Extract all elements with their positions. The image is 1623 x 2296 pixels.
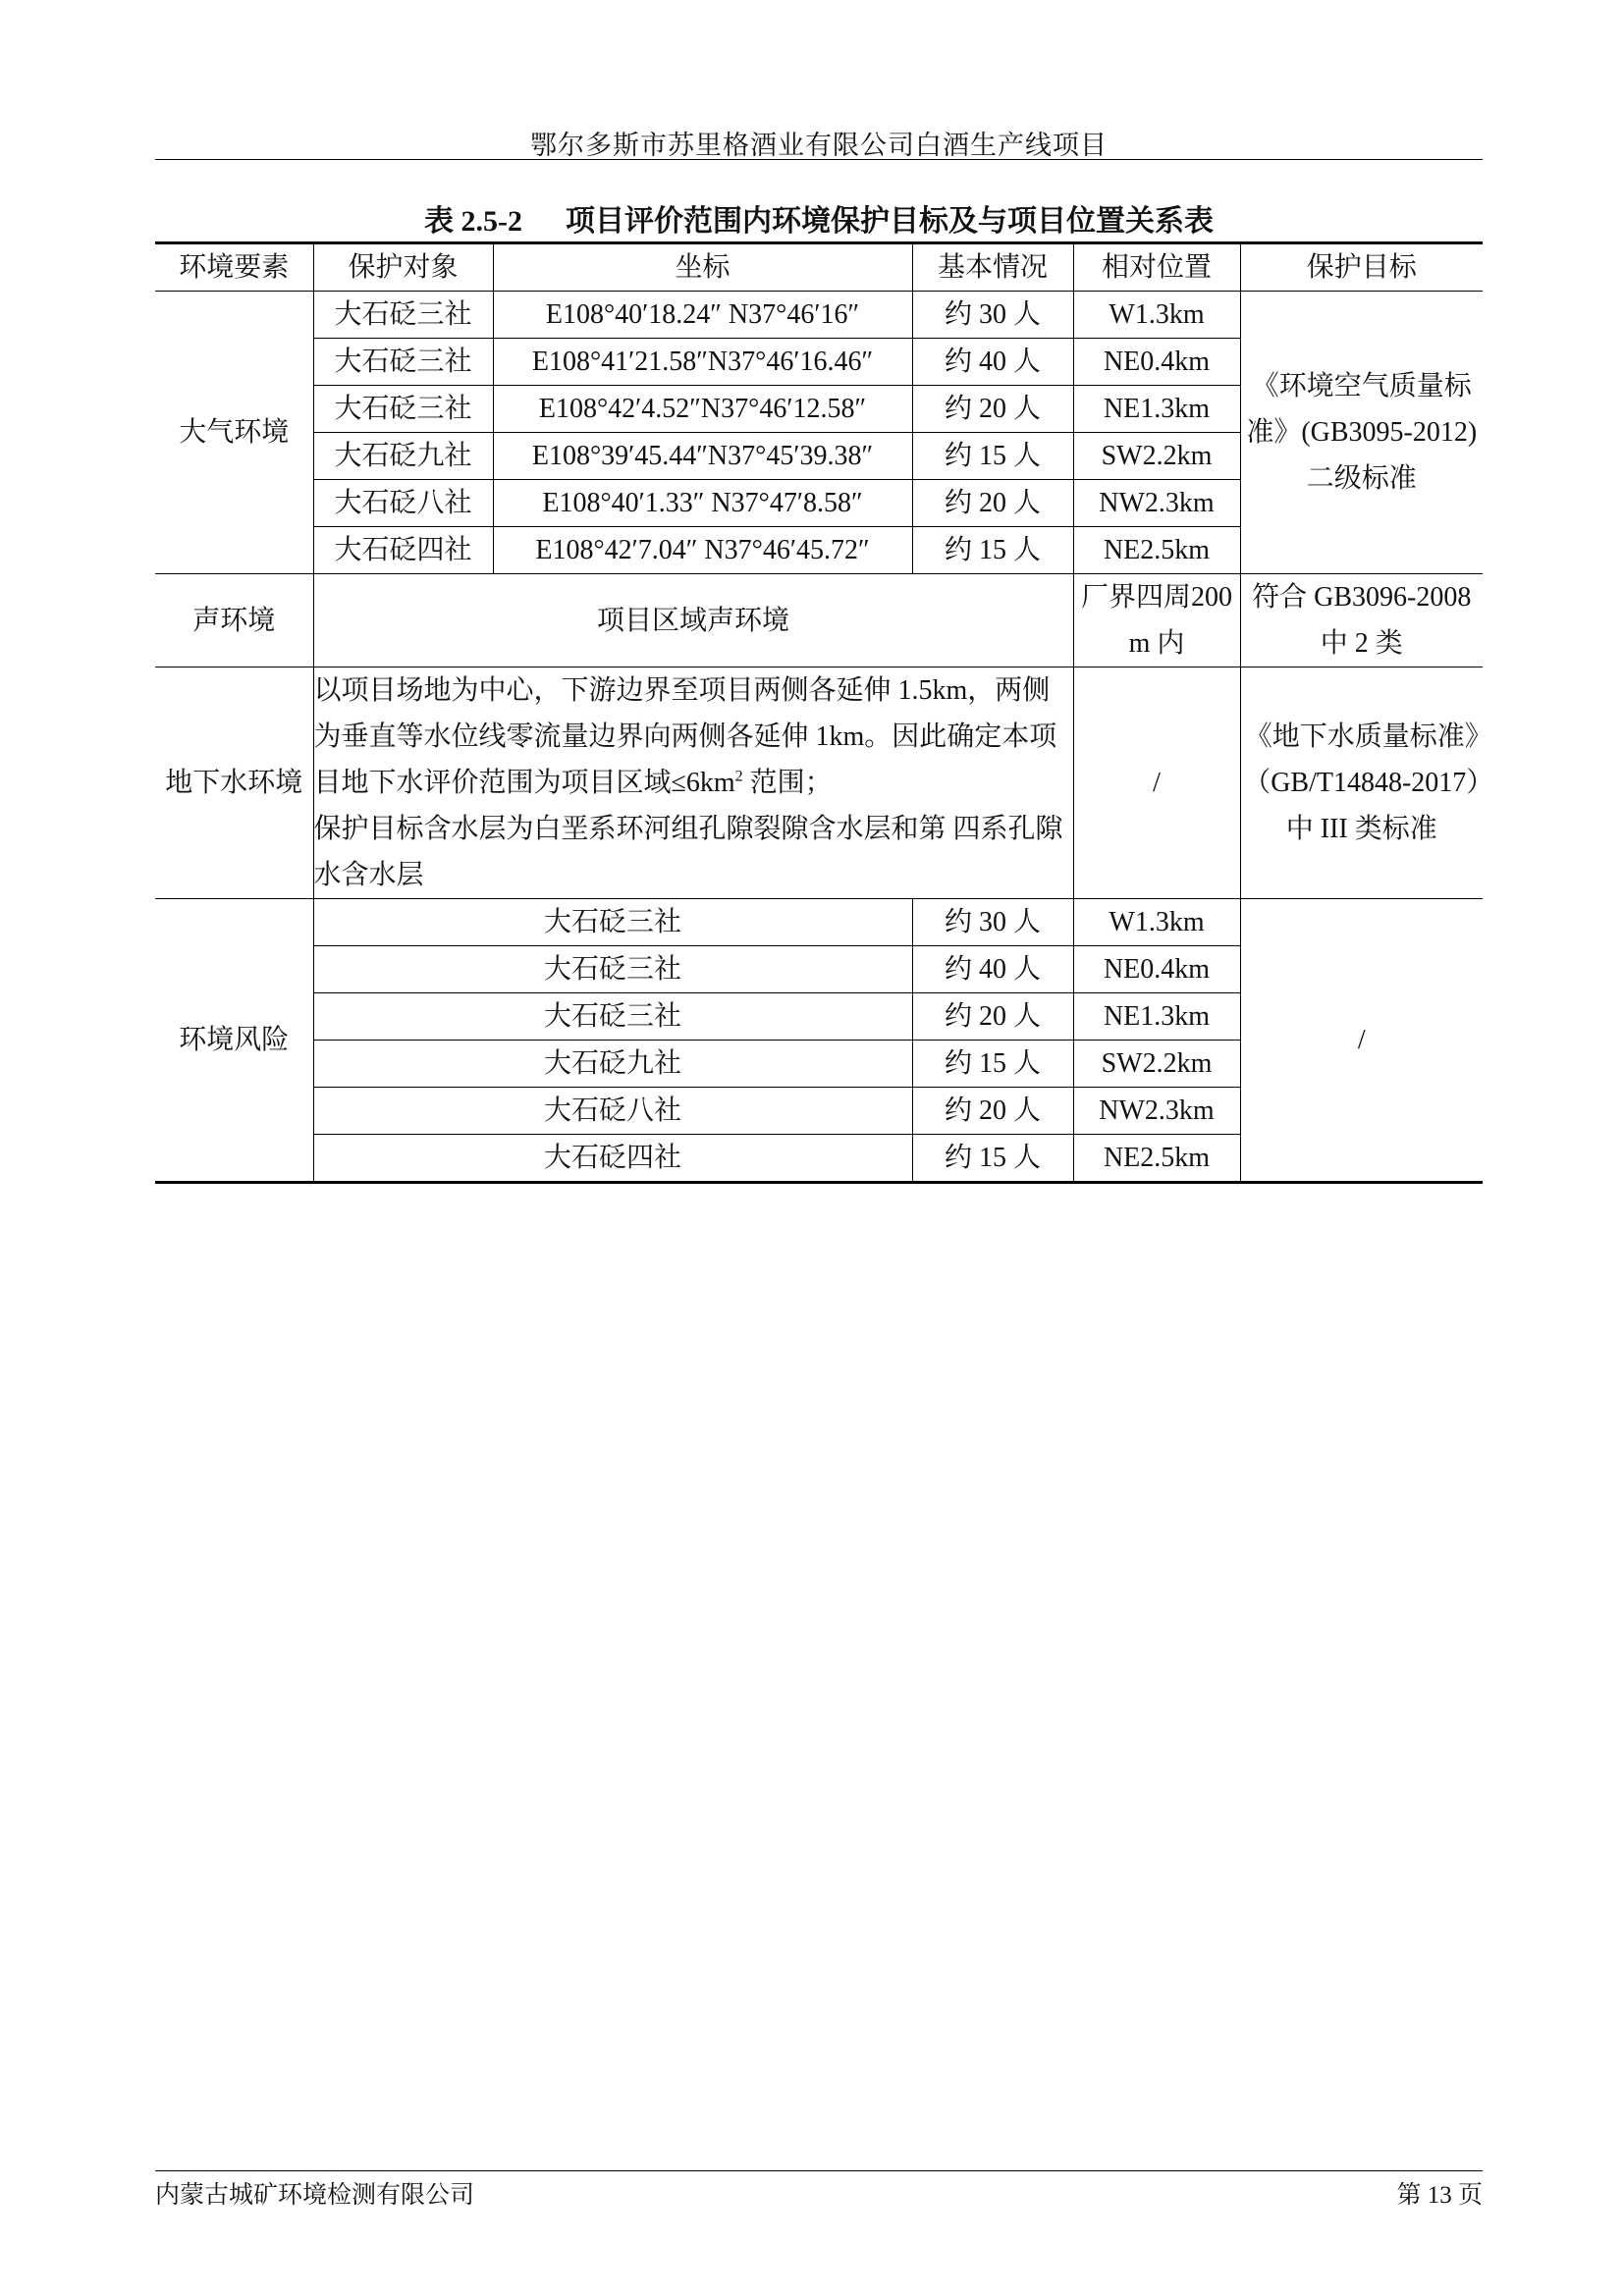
- noise-object-cell: 项目区域声环境: [313, 574, 1073, 667]
- coord-cell: E108°39′45.44″N37°45′39.38″: [493, 433, 912, 480]
- header-rule: [155, 159, 1483, 160]
- position-cell: W1.3km: [1073, 292, 1240, 339]
- object-cell: 大石砭三社: [313, 993, 912, 1041]
- object-cell: 大石砭九社: [313, 1041, 912, 1088]
- info-cell: 约 20 人: [912, 480, 1073, 527]
- groundwater-position-cell: /: [1073, 667, 1240, 899]
- header-cell: 保护对象: [313, 243, 493, 292]
- noise-position-cell: 厂界四周200m 内: [1073, 574, 1240, 667]
- groundwater-object-cell: [313, 667, 1073, 899]
- header-cell: 环境要素: [155, 243, 313, 292]
- info-cell: 约 30 人: [912, 292, 1073, 339]
- groundwater-goal-cell: 《地下水质量标准》（GB/T14848-2017）中 III 类标准: [1240, 667, 1483, 899]
- table-title: 项目评价范围内环境保护目标及与项目位置关系表: [566, 205, 1214, 238]
- groundwater-scope-text: 以项目场地为中心，下游边界至项目两侧各延伸 1.5km，两侧为垂直等水位线零流量边界向两侧各延伸 1km。因此确定本项目地下水评价范围为项目区域≤6km: [313, 675, 1057, 798]
- table-row-noise: [155, 574, 1483, 667]
- groundwater-scope-tail: 范围；: [742, 768, 833, 798]
- position-cell: SW2.2km: [1073, 1041, 1240, 1088]
- object-cell: 大石砭三社: [313, 899, 912, 946]
- info-cell: 约 15 人: [912, 433, 1073, 480]
- position-cell: W1.3km: [1073, 899, 1240, 946]
- info-cell: 约 15 人: [912, 1041, 1073, 1088]
- position-cell: NE2.5km: [1073, 527, 1240, 574]
- header-cell: 基本情况: [912, 243, 1073, 292]
- position-cell: NW2.3km: [1073, 480, 1240, 527]
- info-cell: 约 40 人: [912, 339, 1073, 386]
- table-caption: [155, 196, 1483, 240]
- footer-rule: [155, 2170, 1483, 2171]
- info-cell: 约 15 人: [912, 1135, 1073, 1183]
- header-cell: 坐标: [493, 243, 912, 292]
- position-cell: NE1.3km: [1073, 386, 1240, 433]
- object-cell: 大石砭三社: [313, 386, 493, 433]
- info-cell: 约 15 人: [912, 527, 1073, 574]
- position-cell: NE2.5km: [1073, 1135, 1240, 1183]
- footer-page-number: 第 13 页: [1396, 2182, 1483, 2209]
- coord-cell: E108°41′21.58″N37°46′16.46″: [493, 339, 912, 386]
- superscript-two: 2: [734, 768, 743, 785]
- category-cell-noise: 声环境: [155, 574, 313, 667]
- object-cell: 大石砭四社: [313, 1135, 912, 1183]
- goal-cell-risk: /: [1240, 899, 1483, 1183]
- table-row: [155, 292, 1483, 339]
- header-cell: 保护目标: [1240, 243, 1483, 292]
- category-cell-air: 大气环境: [155, 292, 313, 574]
- object-cell: 大石砭三社: [313, 946, 912, 993]
- info-cell: 约 20 人: [912, 993, 1073, 1041]
- info-cell: 约 20 人: [912, 386, 1073, 433]
- object-cell: 大石砭八社: [313, 1088, 912, 1135]
- info-cell: 约 20 人: [912, 1088, 1073, 1135]
- groundwater-aquifer-text: 保护目标含水层为白垩系环河组孔隙裂隙含水层和第 四系孔隙水含水层: [313, 814, 1063, 890]
- document-header-title: 鄂尔多斯市苏里格酒业有限公司白酒生产线项目: [530, 131, 1108, 160]
- coord-cell: E108°40′1.33″ N37°47′8.58″: [493, 480, 912, 527]
- table-row: [155, 899, 1483, 946]
- object-cell: 大石砭四社: [313, 527, 493, 574]
- coord-cell: E108°40′18.24″ N37°46′16″: [493, 292, 912, 339]
- table-header-row: [155, 243, 1483, 292]
- object-cell: 大石砭九社: [313, 433, 493, 480]
- position-cell: NW2.3km: [1073, 1088, 1240, 1135]
- category-cell-risk: 环境风险: [155, 899, 313, 1183]
- object-cell: 大石砭八社: [313, 480, 493, 527]
- goal-cell-air: 《环境空气质量标准》(GB3095-2012)二级标准: [1240, 292, 1483, 574]
- position-cell: NE0.4km: [1073, 339, 1240, 386]
- position-cell: NE0.4km: [1073, 946, 1240, 993]
- coord-cell: E108°42′4.52″N37°46′12.58″: [493, 386, 912, 433]
- coord-cell: E108°42′7.04″ N37°46′45.72″: [493, 527, 912, 574]
- info-cell: 约 30 人: [912, 899, 1073, 946]
- object-cell: 大石砭三社: [313, 292, 493, 339]
- info-cell: 约 40 人: [912, 946, 1073, 993]
- category-cell-groundwater: 地下水环境: [155, 667, 313, 899]
- position-cell: NE1.3km: [1073, 993, 1240, 1041]
- footer-company: 内蒙古城矿环境检测有限公司: [155, 2182, 475, 2209]
- header-cell: 相对位置: [1073, 243, 1240, 292]
- protection-targets-table: [155, 241, 1483, 1184]
- table-row-groundwater: [155, 667, 1483, 899]
- table-number: 表 2.5-2: [424, 205, 522, 238]
- object-cell: 大石砭三社: [313, 339, 493, 386]
- noise-goal-cell: 符合 GB3096-2008中 2 类: [1240, 574, 1483, 667]
- position-cell: SW2.2km: [1073, 433, 1240, 480]
